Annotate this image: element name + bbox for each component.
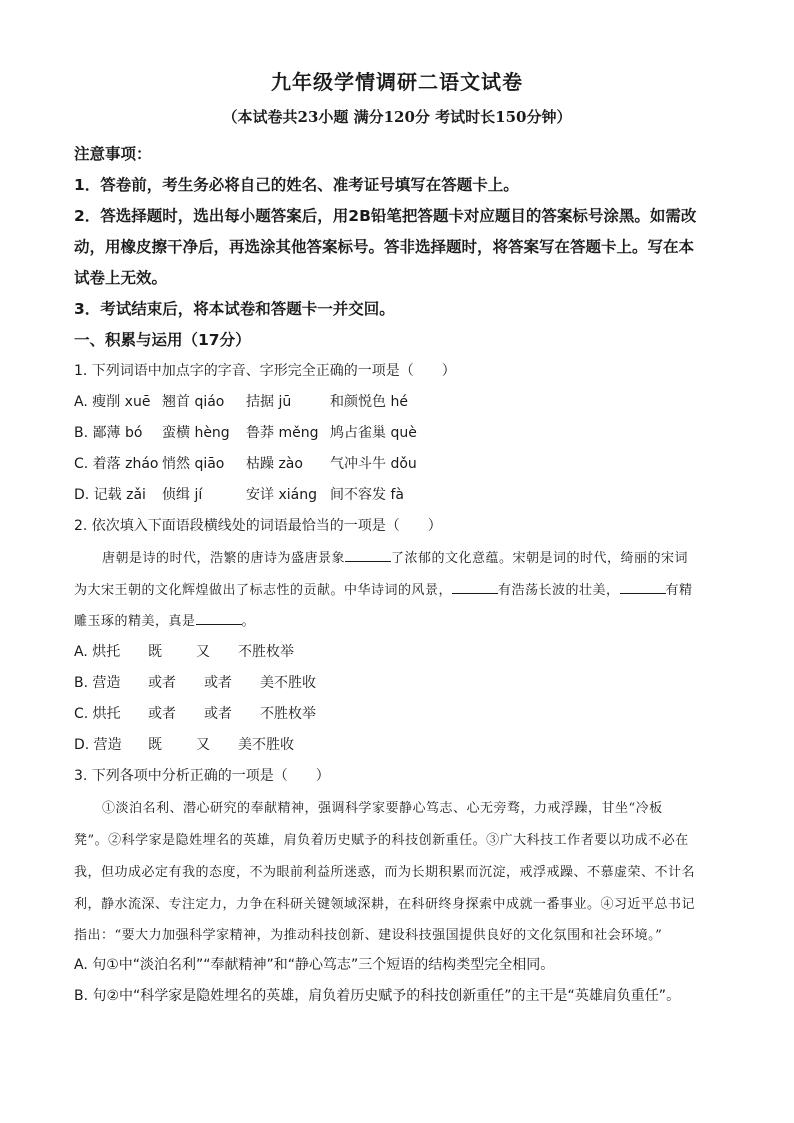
option-word: 间不容发 fà xyxy=(330,487,404,503)
option-word: D. 营造 xyxy=(74,737,122,753)
note-2-line-2: 动，用橡皮擦干净后，再选涂其他答案标号。答非选择题时，将答案写在答题卡上。写在本 xyxy=(74,238,695,256)
option-word: 拮据 jū xyxy=(246,394,292,410)
note-2-line-3: 试卷上无效。 xyxy=(74,269,168,287)
option-word: 鲁莽 měng xyxy=(246,425,319,441)
passage-line: 利，静水流深、专注定力，力争在科研关键领域深耕，在科研终身探索中成就一番事业。④习近平总书记 xyxy=(74,897,696,912)
question-1-stem: 1. 下列词语中加点字的字音、字形完全正确的一项是（ ） xyxy=(74,363,456,379)
fill-blank-2 xyxy=(452,581,498,594)
option-word: 或者 xyxy=(148,675,176,691)
passage-text: 。 xyxy=(241,614,256,629)
option-word: 安详 xiáng xyxy=(246,487,317,503)
passage-line xyxy=(74,610,255,629)
option-word: 悄然 qiāo xyxy=(162,456,225,472)
option-word: 枯躁 zào xyxy=(246,456,303,472)
passage-line: ①淡泊名利、潜心研究的奉献精神，强调科学家要静心笃志、心无旁骛，力戒浮躁，甘坐“冷板 xyxy=(102,801,663,816)
question-1-option-c xyxy=(74,453,417,473)
option-word: 美不胜收 xyxy=(260,675,316,691)
note-1: 1．答卷前，考生务必将自己的姓名、准考证号填写在答题卡上。 xyxy=(74,176,519,194)
note-3: 3．考试结束后，将本试卷和答题卡一并交回。 xyxy=(74,300,395,318)
option-word: 或者 xyxy=(204,675,232,691)
fill-blank-4 xyxy=(196,612,242,625)
passage-line: 我，但功成必定有我的态度，不为眼前利益所迷惑，而为长期积累而沉淀，戒浮戒躁、不慕虚荣、不计名 xyxy=(74,865,696,880)
option-word: 又 xyxy=(196,737,210,753)
option-word: D. 记载 zǎi xyxy=(74,487,146,503)
option-word: 美不胜收 xyxy=(238,737,294,753)
question-2-option-a xyxy=(74,641,294,661)
page-subtitle: （本试卷共23小题 满分120分 考试时长150分钟） xyxy=(222,108,572,126)
option-word: C. 着落 zháo xyxy=(74,456,159,472)
option-word: A. 烘托 xyxy=(74,644,121,660)
option-word: 既 xyxy=(148,644,162,660)
option-word: 气冲斗牛 dǒu xyxy=(330,456,417,472)
notes-heading: 注意事项： xyxy=(74,145,152,163)
option-word: 或者 xyxy=(204,706,232,722)
question-2-option-b xyxy=(74,672,316,692)
option-word: 蛮横 hèng xyxy=(162,425,230,441)
option-word: 或者 xyxy=(148,706,176,722)
option-word: 翘首 qiáo xyxy=(162,394,225,410)
passage-text: 有精 xyxy=(665,583,693,598)
question-3-option-b: B. 句②中“科学家是隐姓埋名的英雄，肩负着历史赋予的科技创新重任”的主干是“英雄肩负重任”。 xyxy=(74,988,681,1004)
question-2-stem: 2. 依次填入下面语段横线处的词语最恰当的一项是（ ） xyxy=(74,518,442,534)
question-3-stem: 3. 下列各项中分析正确的一项是（ ） xyxy=(74,768,330,784)
passage-text: 了浓郁的文化意蕴。宋朝是词的时代，绮丽的宋词 xyxy=(391,551,689,566)
option-word: 侦缉 jí xyxy=(162,487,203,503)
question-2-option-c xyxy=(74,703,316,723)
passage-text: 为大宋王朝的文化辉煌做出了标志性的贡献。中华诗词的风景， xyxy=(74,583,453,598)
question-3-option-a: A. 句①中“淡泊名利”“奉献精神”和“静心笃志”三个短语的结构类型完全相同。 xyxy=(74,957,555,973)
fill-blank-3 xyxy=(620,581,666,594)
option-word: 鸠占雀巢 què xyxy=(330,425,417,441)
option-word: 又 xyxy=(196,644,210,660)
question-2-option-d xyxy=(74,734,294,754)
option-word: 既 xyxy=(148,737,162,753)
passage-line xyxy=(102,547,688,566)
passage-line xyxy=(74,579,693,598)
question-1-option-b xyxy=(74,422,417,442)
question-1-option-d xyxy=(74,484,404,504)
option-word: B. 鄙薄 bó xyxy=(74,425,143,441)
passage-line: 指出：“要大力加强科学家精神，为推动科技创新、建设科技强国提供良好的文化氛围和社会环境。” xyxy=(74,928,663,943)
option-word: A. 瘦削 xuē xyxy=(74,394,151,410)
fill-blank-1 xyxy=(345,549,391,562)
passage-text: 雕玉琢的精美，真是 xyxy=(74,614,196,629)
option-word: 不胜枚举 xyxy=(238,644,294,660)
option-word: C. 烘托 xyxy=(74,706,121,722)
passage-line: 凳”。②科学家是隐姓埋名的英雄，肩负着历史赋予的科技创新重任。③广大科技工作者要以功成不必在 xyxy=(74,833,689,848)
passage-text: 唐朝是诗的时代，浩繁的唐诗为盛唐景象 xyxy=(102,551,346,566)
question-1-option-a xyxy=(74,391,408,411)
option-word: 和颜悦色 hé xyxy=(330,394,408,410)
page-title: 九年级学情调研二语文试卷 xyxy=(271,70,523,94)
option-word: B. 营造 xyxy=(74,675,121,691)
section-heading: 一、积累与运用（17分） xyxy=(74,331,251,349)
option-word: 不胜枚举 xyxy=(260,706,316,722)
passage-text: 有浩荡长波的壮美， xyxy=(498,583,620,598)
note-2-line-1: 2．答选择题时，选出每小题答案后，用2B铅笔把答题卡对应题目的答案标号涂黑。如需改 xyxy=(74,207,697,225)
